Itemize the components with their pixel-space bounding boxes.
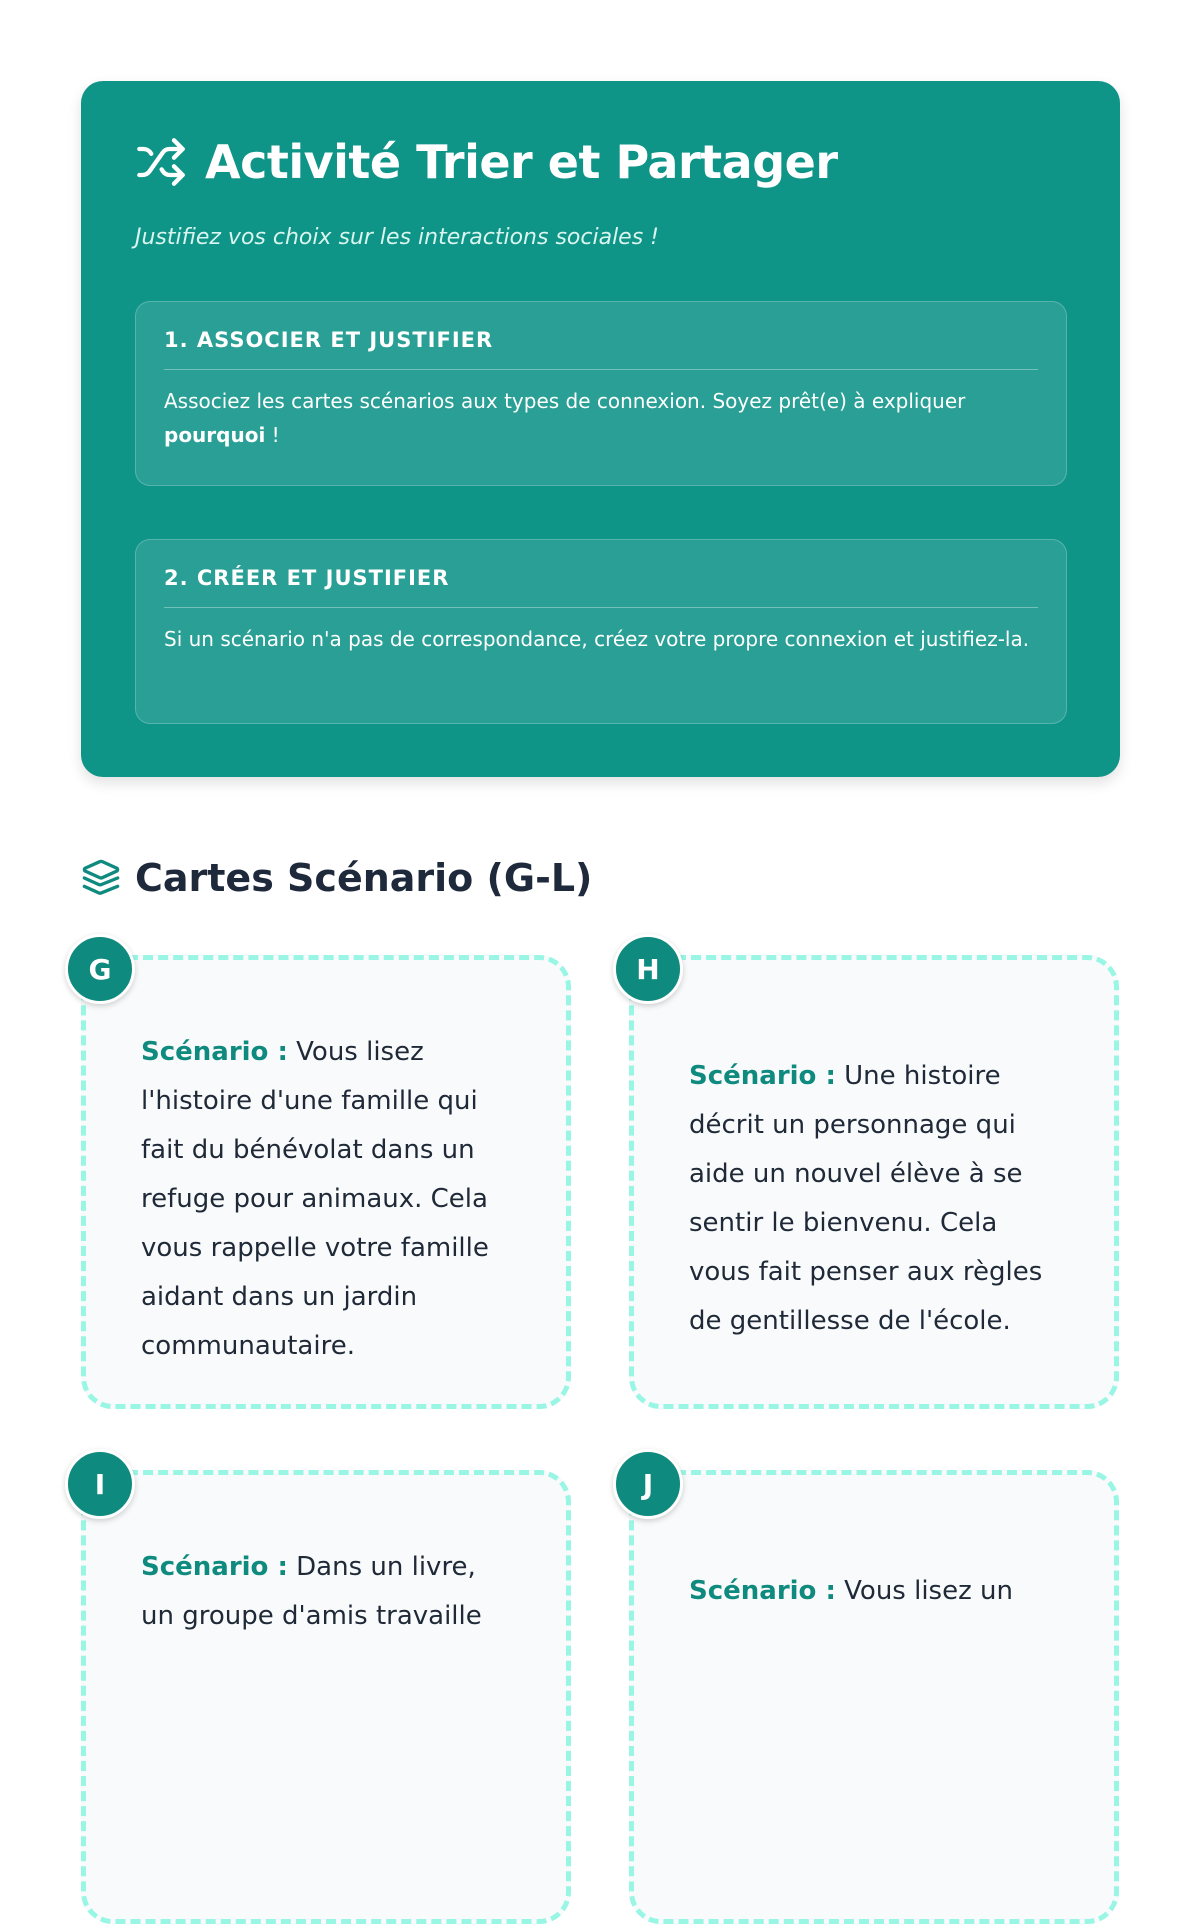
scenario-text: Scénario : Vous lisez l'histoire d'une famille qui fait du bénévolat dans un refuge pour animaux. Cela vous rappelle votre famille aidant dans un jardin communautaire. [141, 1037, 489, 1361]
step-emphasis: pourquoi [164, 423, 266, 447]
scenario-card-j[interactable] [629, 1470, 1119, 1924]
scenario-card-h[interactable] [629, 955, 1119, 1409]
scenario-card-i[interactable] [81, 1470, 571, 1924]
scenario-text: Scénario : Vous lisez un [689, 1576, 1013, 1606]
step-title: 2. CRÉER ET JUSTIFIER [164, 566, 1038, 608]
scenario-label: Scénario : [141, 1552, 288, 1582]
scenario-label: Scénario : [689, 1061, 836, 1091]
activity-header-card [81, 81, 1120, 777]
section-title: Cartes Scénario (G-L) [135, 856, 593, 900]
section-heading [81, 856, 592, 900]
scenario-label: Scénario : [141, 1037, 288, 1067]
layers-icon [81, 858, 121, 898]
step-title: 1. ASSOCIER ET JUSTIFIER [164, 328, 1038, 370]
page-title: Activité Trier et Partager [205, 135, 838, 189]
card-letter-badge: J [613, 1449, 683, 1519]
page-subtitle: Justifiez vos choix sur les interactions sociales ! [135, 225, 659, 250]
shuffle-icon [135, 136, 187, 188]
header-title-row [135, 133, 838, 191]
card-letter-badge: G [65, 934, 135, 1004]
step-description: Associez les cartes scénarios aux types de connexion. Soyez prêt(e) à expliquer pourquoi ! [164, 389, 966, 447]
step-create-box [135, 539, 1067, 724]
scenario-text: Scénario : Dans un livre, un groupe d'amis travaille [141, 1552, 482, 1631]
card-letter-badge: I [65, 1449, 135, 1519]
card-letter-badge: H [613, 934, 683, 1004]
step-associate-box [135, 301, 1067, 486]
scenario-text: Scénario : Une histoire décrit un personnage qui aide un nouvel élève à se sentir le bienvenu. Cela vous fait penser aux règles de gentillesse de l'école. [689, 1061, 1043, 1336]
scenario-card-g[interactable] [81, 955, 571, 1409]
step-description: Si un scénario n'a pas de correspondance, créez votre propre connexion et justifiez-la. [164, 627, 1030, 651]
scenario-label: Scénario : [689, 1576, 836, 1606]
